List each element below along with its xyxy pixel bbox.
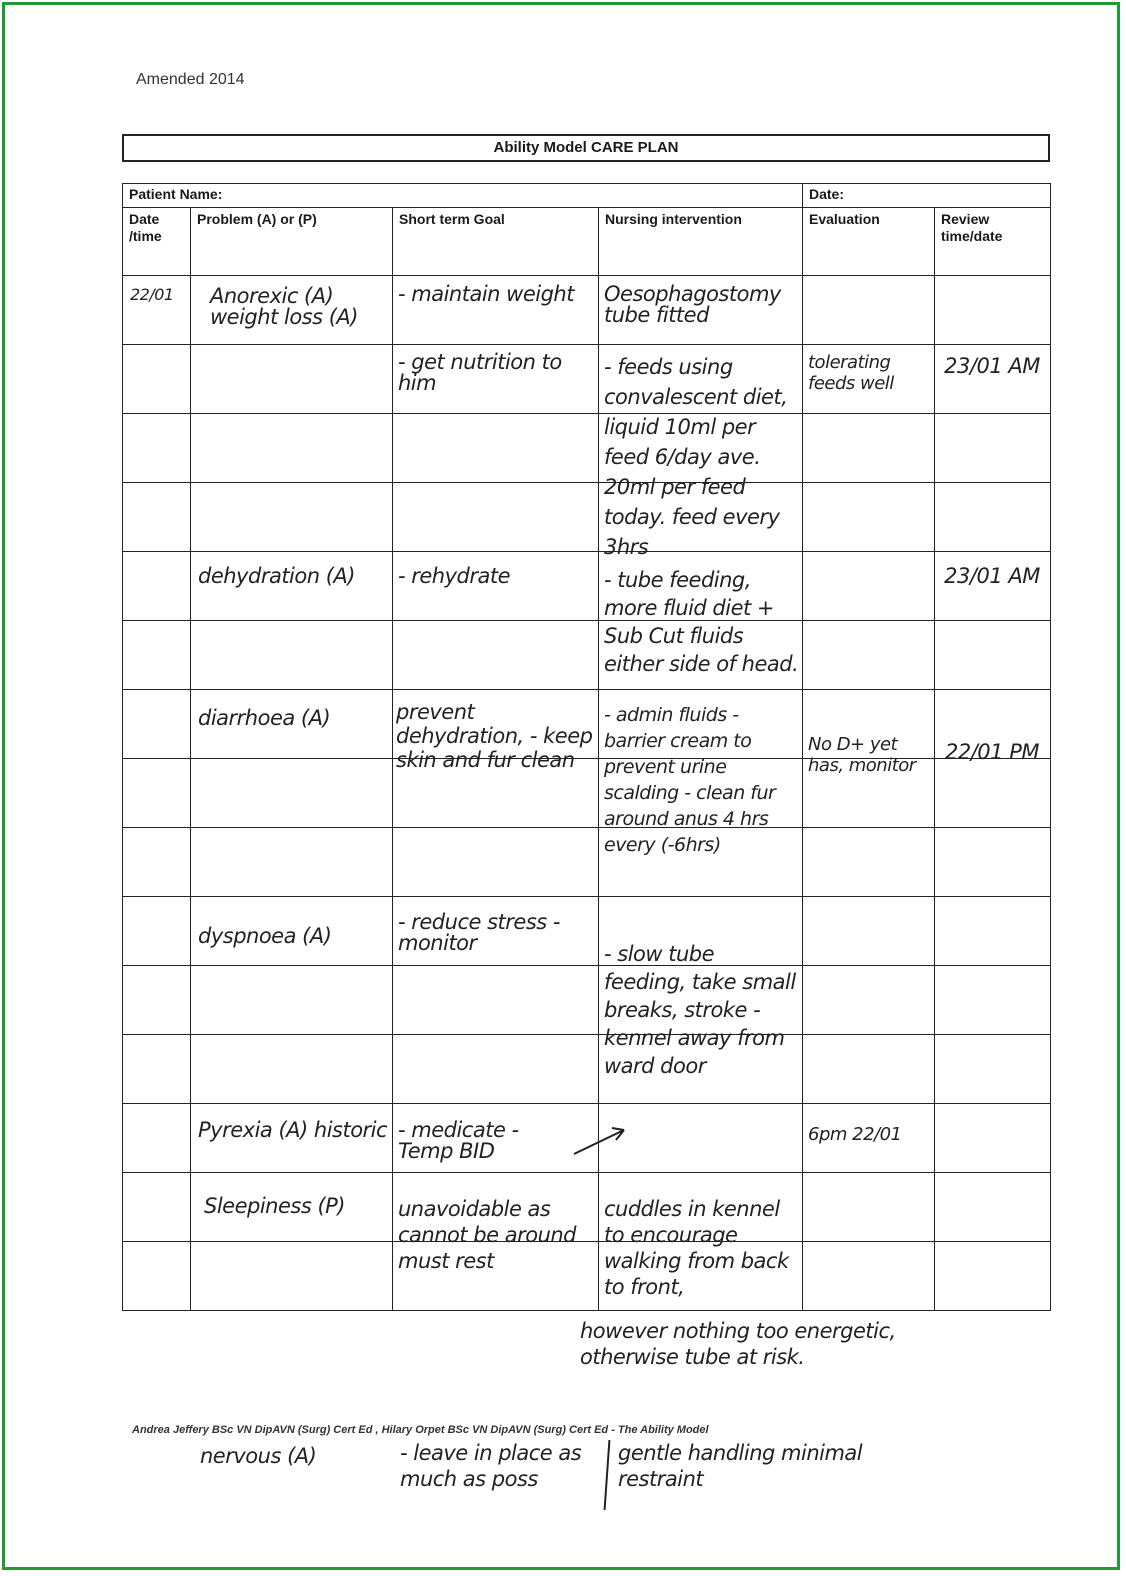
entry-intervention-sleepiness: cuddles in kennel to encourage walking from back to front, [604,1197,789,1299]
entry-problem-anorexic: Anorexic (A) weight loss (A) [210,284,358,329]
col-header-goal: Short term Goal [393,208,599,276]
amended-date: Amended 2014 [136,71,245,88]
entry-intervention-sleepiness-continued: however nothing too energetic, otherwise tube at risk. [580,1319,896,1369]
table-row [123,483,1051,552]
entry-intervention-dyspnoea: - slow tube feeding, take small breaks, stroke - kennel away from ward door [604,942,796,1078]
entry-goal-nutrition: - get nutrition to him [398,350,562,395]
entry-review-feeds: 23/01 AM [944,354,1040,378]
date-label: Date: [809,186,845,202]
table-row [123,828,1051,897]
entry-intervention-nervous: gentle handling minimal restraint [618,1441,863,1491]
footer-credit: Andrea Jeffery BSc VN DipAVN (Surg) Cert Ed , Hilary Orpet BSc VN DipAVN (Surg) Cert Ed - The Ability Model [132,1424,709,1436]
table-row [123,414,1051,483]
entry-problem-dyspnoea: dyspnoea (A) [198,924,332,948]
entry-goal-diarrhoea: prevent dehydration, - keep skin and fur clean [396,700,593,772]
arrow-icon [570,1120,630,1160]
entry-intervention-diarrhoea: - admin fluids - barrier cream to prevent urine scalding - clean fur around anus 4 hrs every (-6hrs) [604,704,776,856]
col-header-problem: Problem (A) or (P) [191,208,393,276]
entry-problem-pyrexia: Pyrexia (A) historic [198,1118,388,1142]
patient-name-field [123,184,803,208]
col-header-date: Date /time [123,208,191,276]
care-plan-title: Ability Model CARE PLAN [122,134,1050,162]
table-row [123,966,1051,1035]
entry-problem-diarrhoea: diarrhoea (A) [198,706,331,730]
entry-goal-dyspnoea: - reduce stress - monitor [398,910,560,955]
entry-intervention-feeds: - feeds using convalescent diet, liquid 10ml per feed 6/day ave. 20ml per feed today. feed every 3hrs [604,355,788,559]
entry-review-diarrhoea: 22/01 PM [945,740,1039,764]
entry-intervention-tube: Oesophagostomy tube fitted [604,282,781,327]
entry-problem-dehydration: dehydration (A) [198,564,355,588]
entry-evaluation-pyrexia: 6pm 22/01 [808,1124,902,1145]
entry-problem-sleepiness: Sleepiness (P) [204,1194,346,1218]
entry-goal-sleepiness: unavoidable as cannot be around must rest [398,1197,577,1273]
date-field [803,184,1051,208]
col-header-evaluation: Evaluation [803,208,935,276]
col-header-intervention: Nursing intervention [599,208,803,276]
entry-evaluation-diarrhoea: No D+ yet has, monitor [808,734,916,776]
table-row [123,621,1051,690]
entry-goal-nervous: - leave in place as much as poss [400,1441,582,1491]
entry-date: 22/01 [130,285,174,304]
entry-evaluation-feeds: tolerating feeds well [808,352,894,394]
entry-goal-rehydrate: - rehydrate [398,564,511,588]
patient-name-label: Patient Name: [129,186,223,202]
col-header-review: Review time/date [935,208,1051,276]
entry-goal-pyrexia: - medicate - Temp BID [398,1118,519,1163]
entry-review-dehydration: 23/01 AM [944,564,1040,588]
entry-intervention-dehydration: - tube feeding, more fluid diet + Sub Cut fluids either side of head. [604,568,799,676]
table-row [123,1035,1051,1104]
entry-goal-weight: - maintain weight [398,282,574,306]
entry-problem-nervous: nervous (A) [200,1444,317,1468]
